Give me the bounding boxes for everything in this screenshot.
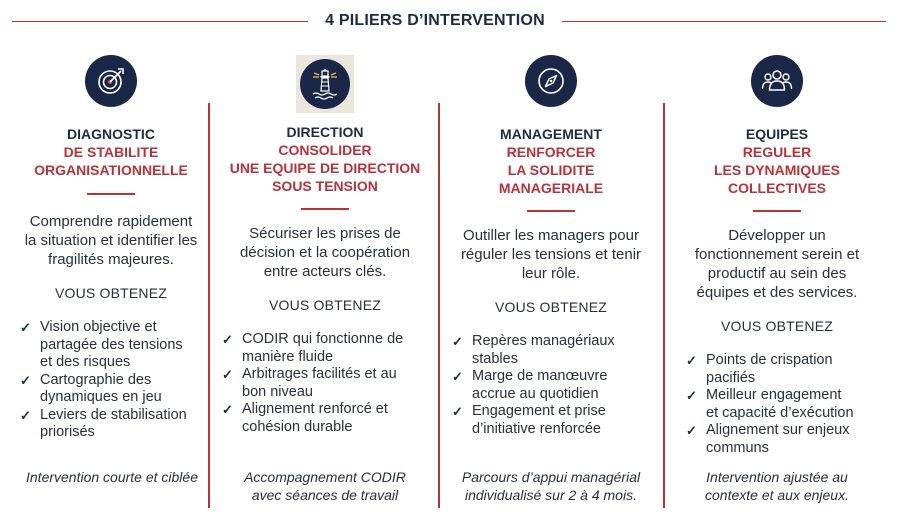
pillar-heading [214, 123, 436, 195]
checkmark-icon: ✓ [452, 369, 463, 384]
lighthouse-icon-frame [296, 55, 354, 113]
pillar-subtitle-line: ORGANISATIONNELLE [34, 162, 188, 178]
heading-rule [87, 193, 135, 195]
note-line: Parcours d’appui managérial [461, 469, 641, 485]
item-line: Alignement sur enjeux [706, 422, 850, 438]
item-line: cohésion durable [242, 418, 353, 435]
intro-line: réguler les tensions et tenir [460, 246, 642, 263]
pillar-note [214, 469, 436, 504]
list-item [450, 333, 660, 368]
list-item [18, 407, 208, 442]
intro-line: Outiller les managers pour [463, 227, 639, 244]
list-item [18, 319, 208, 372]
checkmark-icon: ✓ [452, 404, 463, 419]
pillar-note [10, 469, 214, 487]
list-item [220, 366, 436, 401]
item-line: stables [472, 350, 518, 367]
item-line: Leviers de stabilisation [40, 406, 187, 423]
checkmark-icon: ✓ [686, 423, 697, 438]
heading-rule [527, 210, 575, 212]
item-line: Alignement renforcé et [242, 401, 388, 417]
checkmark-icon: ✓ [222, 332, 233, 347]
section-header [0, 0, 898, 40]
compass-icon [525, 55, 577, 107]
pillar-subtitle-line: CONSOLIDER [278, 142, 372, 158]
intro-line: décision et la coopération [239, 244, 411, 261]
pillar-title: DIAGNOSTIC [67, 126, 155, 142]
item-line: Repères managériaux [472, 333, 615, 349]
pillar-heading [668, 125, 886, 197]
item-line: accrue au quotidien [472, 385, 599, 402]
pillar-heading [442, 125, 660, 197]
item-line: Points de crispation [706, 352, 833, 368]
pillar-subtitle-line: DE STABILITE [63, 144, 159, 160]
item-line: et capacité d’exécution [706, 404, 854, 421]
item-line: d’initiative renforcée [472, 420, 601, 437]
team-icon [751, 55, 803, 107]
note-line: Accompagnement CODIR [244, 469, 406, 485]
intro-line: Développer un [728, 227, 826, 244]
pillar-subtitle-line: COLLECTIVES [727, 180, 826, 196]
intro-line: leur rôle. [521, 265, 581, 282]
item-line: et des risques [40, 354, 131, 370]
item-line: communs [706, 439, 769, 456]
pillar-title: EQUIPES [745, 126, 809, 142]
pillar-note [442, 469, 660, 504]
pillar-subtitle-line: SOUS TENSION [272, 178, 378, 194]
item-line: bon niveau [242, 383, 313, 400]
pillar-subtitle-line: UNE EQUIPE DE DIRECTION [229, 160, 421, 176]
list-item [450, 403, 660, 438]
pillar-subtitle-line: REGULER [742, 144, 812, 160]
benefit-list [220, 331, 436, 436]
intro-line: la situation et identifier les [24, 232, 198, 249]
pillar-diagnostic [14, 55, 208, 442]
intro-line: Comprendre rapidement [29, 213, 193, 230]
pillar-intro [214, 224, 436, 281]
checkmark-icon: ✓ [20, 320, 31, 335]
pillar-intro [14, 212, 208, 269]
obtain-label: VOUS OBTENEZ [268, 297, 382, 313]
column-divider [663, 103, 665, 508]
benefit-list [450, 333, 660, 438]
checkmark-icon: ✓ [452, 334, 463, 349]
checkmark-icon: ✓ [20, 407, 31, 423]
pillar-equipes [668, 55, 886, 457]
pillar-subtitle-line: MANAGERIALE [498, 180, 604, 196]
note-line: avec séances de travail [251, 486, 399, 503]
pillar-subtitle-line: LA SOLIDITE [507, 162, 595, 178]
item-line: Marge de manœuvre [472, 368, 608, 384]
pillar-title: DIRECTION [286, 124, 364, 140]
obtain-label: VOUS OBTENEZ [54, 285, 168, 301]
intro-line: entre acteurs clés. [263, 263, 387, 280]
item-line: Engagement et prise [472, 403, 606, 419]
checkmark-icon: ✓ [686, 388, 697, 403]
checkmark-icon: ✓ [222, 367, 233, 382]
pillar-intro [668, 226, 886, 302]
item-line: pacifiés [706, 369, 756, 386]
intro-line: productif au sein des [707, 265, 847, 282]
item-line: CODIR qui fonctionne de [242, 331, 404, 347]
intro-line: Sécuriser les prises de [249, 225, 401, 242]
pillar-management [442, 55, 660, 438]
item-line: Meilleur engagement [706, 387, 842, 403]
pillar-intro [442, 226, 660, 283]
item-line: priorisés [40, 424, 95, 440]
pillar-subtitle-line: RENFORCER [506, 144, 596, 160]
note-line: Intervention courte et ciblée [26, 469, 198, 485]
note-line: Intervention ajustée au [706, 469, 848, 485]
item-line: manière fluide [242, 348, 334, 365]
column-divider [438, 103, 440, 508]
list-item [684, 387, 886, 422]
checkmark-icon: ✓ [222, 402, 233, 417]
heading-rule [753, 210, 801, 212]
checkmark-icon: ✓ [686, 353, 697, 368]
pillar-direction [214, 55, 436, 436]
page-title: 4 PILIERS D’INTERVENTION [325, 12, 545, 29]
intro-line: fonctionnement serein et [694, 246, 860, 263]
checkmark-icon: ✓ [20, 372, 31, 388]
benefit-list [684, 352, 886, 457]
benefit-list [18, 319, 208, 442]
item-line: partagée des tensions [40, 336, 183, 353]
note-line: contexte et aux enjeux. [705, 486, 849, 503]
list-item [220, 401, 436, 436]
list-item [684, 352, 886, 387]
pillar-heading [14, 125, 208, 179]
column-divider [208, 103, 210, 508]
note-line: individualisé sur 2 à 4 mois. [465, 486, 637, 503]
list-item [684, 422, 886, 457]
obtain-label: VOUS OBTENEZ [494, 299, 608, 315]
item-line: Arbitrages facilités et au [242, 366, 397, 382]
list-item [18, 372, 208, 407]
pillar-title: MANAGEMENT [500, 126, 602, 142]
item-line: Vision objective et [40, 319, 157, 335]
lighthouse-icon [300, 59, 350, 109]
header-rule-left [12, 21, 308, 22]
pillar-subtitle-line: LES DYNAMIQUES [713, 162, 840, 178]
pillar-note [668, 469, 886, 504]
header-rule-right [562, 21, 886, 22]
obtain-label: VOUS OBTENEZ [720, 318, 834, 334]
item-line: Cartographie des [40, 371, 152, 388]
list-item [220, 331, 436, 366]
heading-rule [301, 208, 349, 210]
list-item [450, 368, 660, 403]
intro-line: équipes et des services. [696, 284, 858, 301]
item-line: dynamiques en jeu [40, 389, 162, 405]
target-icon [85, 55, 137, 107]
intro-line: fragilités majeures. [48, 251, 174, 268]
